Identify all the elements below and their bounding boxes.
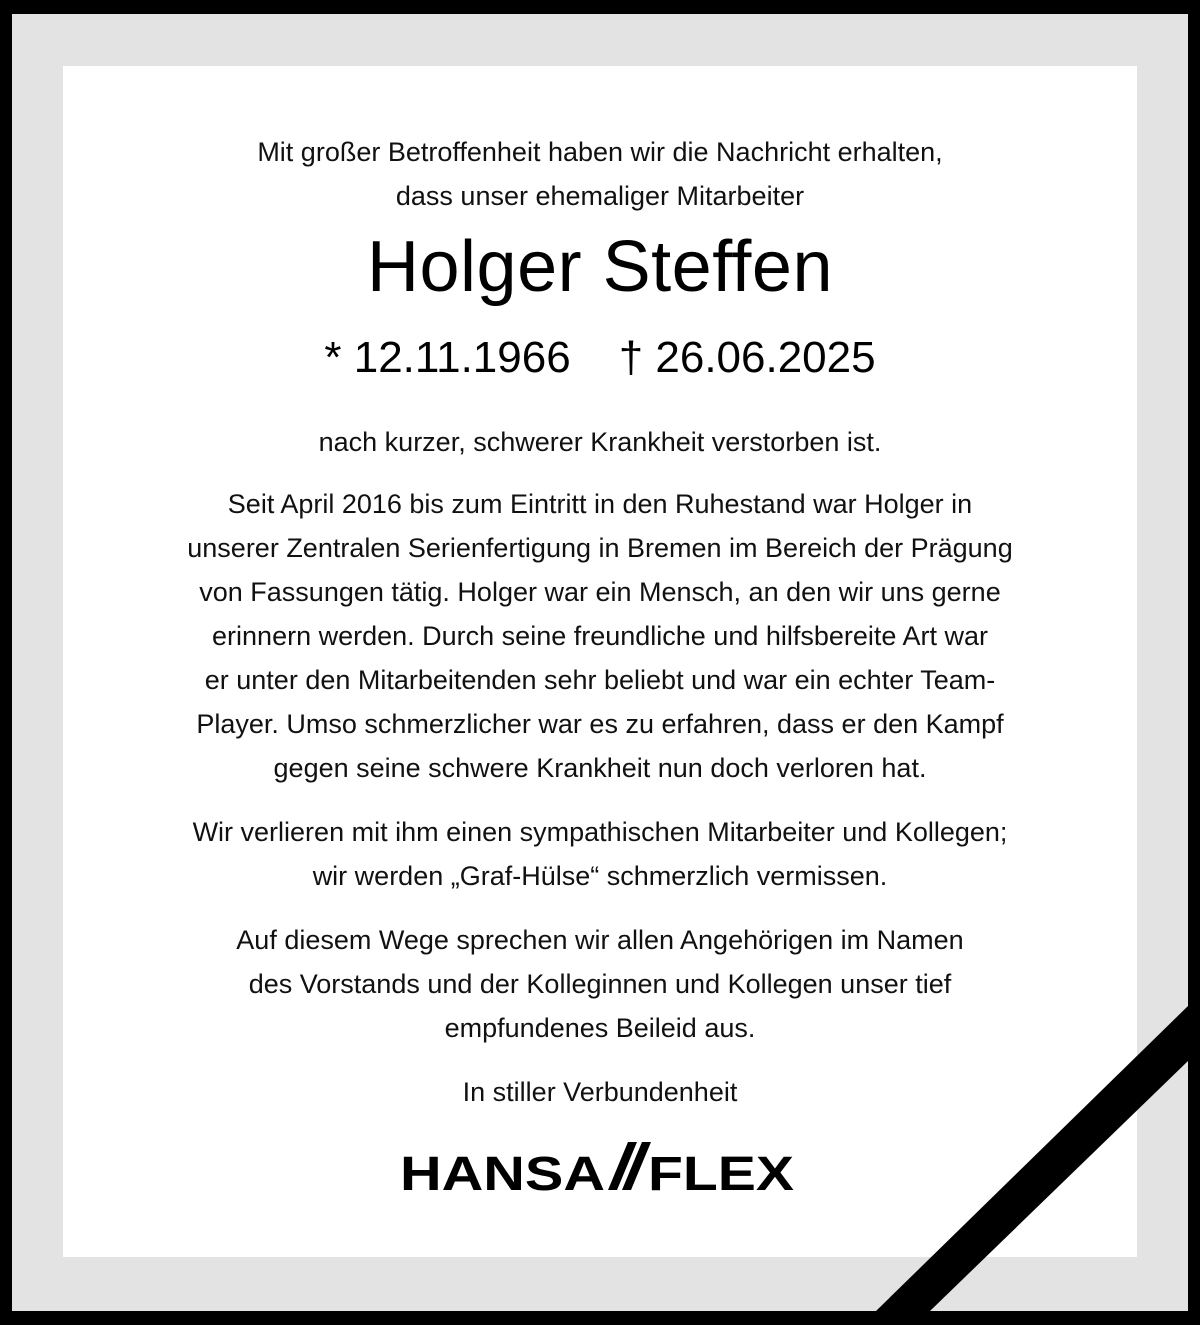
paragraph-4-line-3: empfundenes Beileid aus. (444, 1013, 756, 1043)
paragraph-4-line-1: Auf diesem Wege sprechen wir allen Angehörigen im Namen (236, 925, 964, 955)
paragraph-3-line-1: Wir verlieren mit ihm einen sympathischen Mitarbeiter und Kollegen; (192, 817, 1008, 847)
deceased-name: Holger Steffen (367, 227, 833, 307)
obituary-card (63, 66, 1137, 1257)
double-slash-logo-mark-icon (608, 1142, 651, 1190)
paragraph-2 (63, 482, 1137, 790)
death-date: † 26.06.2025 (618, 333, 876, 382)
closing-text: In stiller Verbundenheit (462, 1077, 738, 1107)
birth-date: * 12.11.1966 (324, 333, 571, 382)
obituary-content (63, 66, 1137, 1257)
paragraph-2-line-6: Player. Umso schmerzlicher war es zu erfahren, dass er den Kampf (196, 709, 1004, 739)
hansa-flex-logo-icon (400, 1138, 800, 1198)
company-logo (63, 1138, 1137, 1203)
paragraph-2-line-4: erinnern werden. Durch seine freundliche und hilfsbereite Art war (212, 621, 988, 651)
logo-left-word: HANSA (400, 1148, 605, 1198)
paragraph-2-line-2: unserer Zentralen Serienfertigung in Bremen im Bereich der Prägung (187, 533, 1013, 563)
intro-text (63, 130, 1137, 218)
intro-line-1: Mit großer Betroffenheit haben wir die Nachricht erhalten, (257, 137, 943, 167)
paragraph-1-line-1: nach kurzer, schwerer Krankheit verstorben ist. (318, 427, 882, 457)
life-dates (63, 328, 1137, 388)
paragraph-4 (63, 918, 1137, 1050)
paragraph-2-line-5: er unter den Mitarbeitenden sehr beliebt und war ein echter Team- (204, 665, 996, 695)
paragraph-2-line-7: gegen seine schwere Krankheit nun doch verloren hat. (273, 753, 927, 783)
intro-line-2: dass unser ehemaliger Mitarbeiter (395, 181, 805, 211)
paragraph-3 (63, 810, 1137, 898)
logo-right-word: FLEX (648, 1148, 794, 1198)
paragraph-2-line-3: von Fassungen tätig. Holger war ein Mensch, an den wir uns gerne (199, 577, 1001, 607)
paragraph-2-line-1: Seit April 2016 bis zum Eintritt in den Ruhestand war Holger in (227, 489, 973, 519)
paragraph-3-line-2: wir werden „Graf-Hülse“ schmerzlich vermissen. (312, 861, 888, 891)
paragraph-4-line-2: des Vorstands und der Kolleginnen und Kollegen unser tief (248, 969, 952, 999)
paragraph-1 (63, 420, 1137, 464)
